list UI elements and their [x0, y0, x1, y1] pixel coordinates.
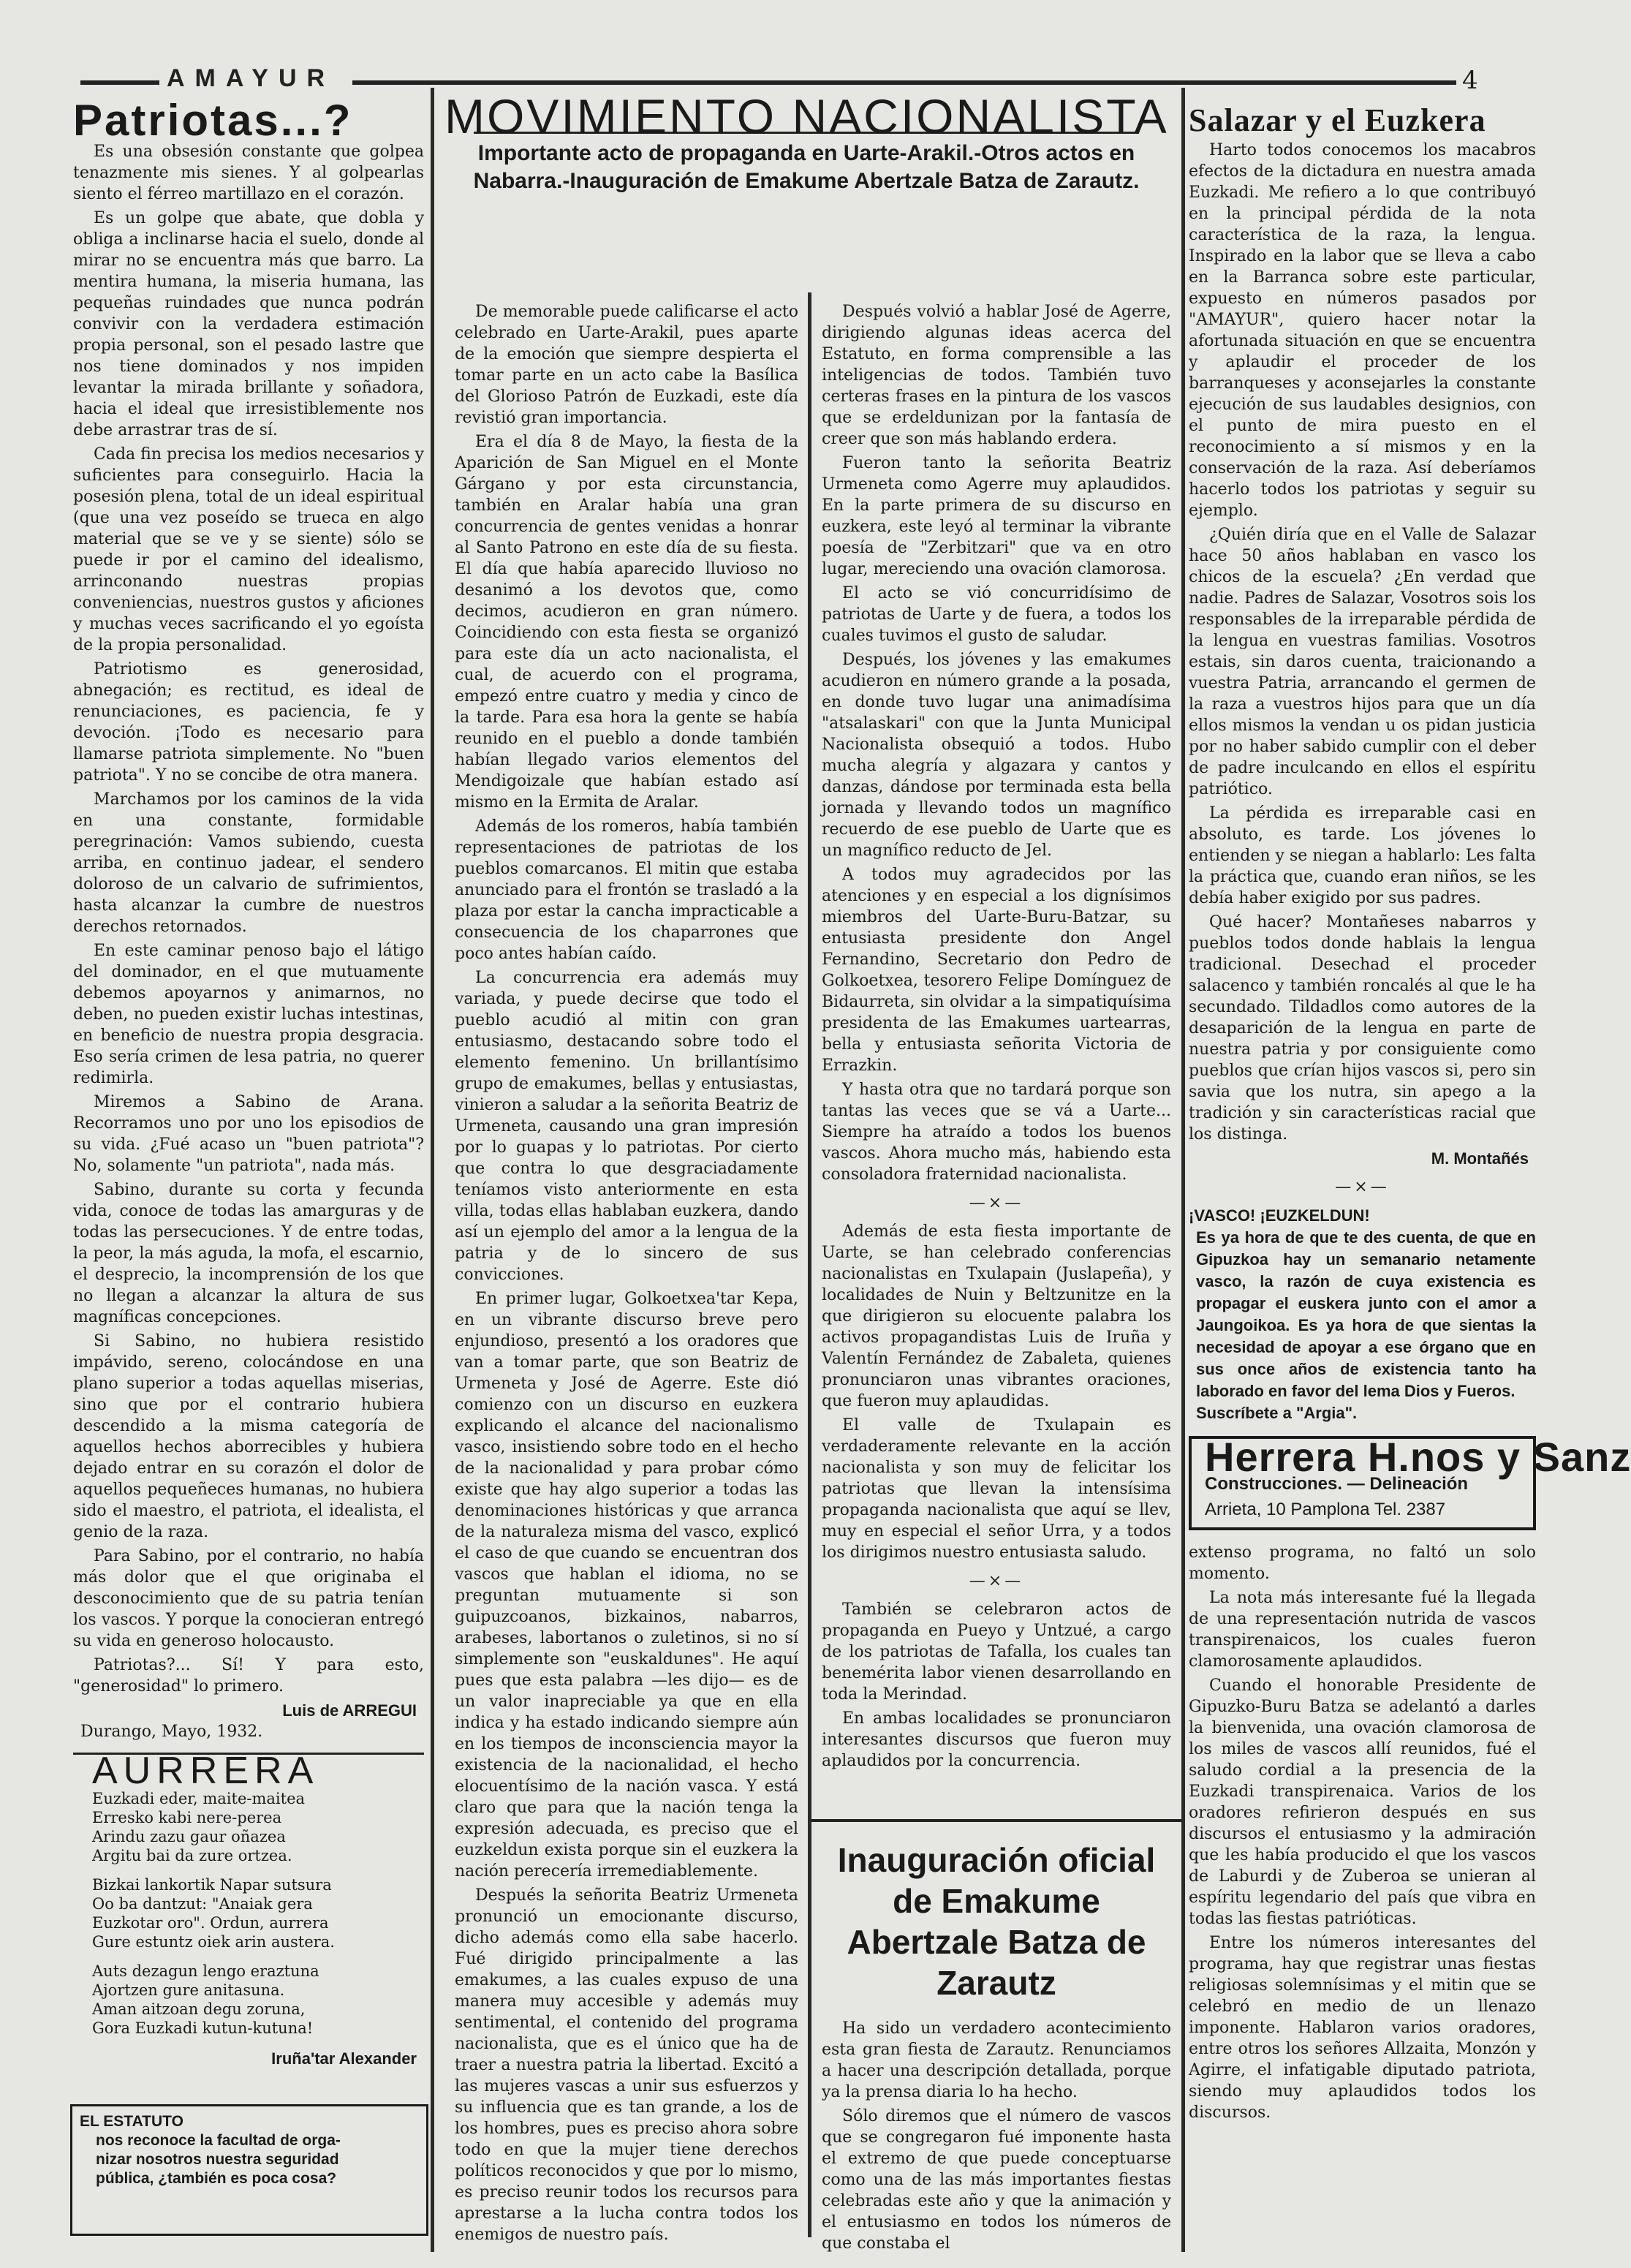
patriotas-paragraph: Sabino, durante su corta y fecunda vida, conoce de todas las amarguras y de todas las persecuciones. Y de entre todas, la peor, la más aguda, la mofa, el escarnio, el desprecio, la incomprensión de los que no llegan a alcanzar la altura de sus magníficas concepciones. [73, 1181, 424, 1326]
poem-line: Bizkai lankortik Napar sutsura [92, 1876, 332, 1894]
ad-body: Es ya hora de que te des cuenta, de que en Gipuzkoa hay un semanario netamente vasco, la razón de cuya existencia es propagar el euskera junto con el amor a Jaungoikoa. Es ya hora de que sientas la necesidad de apoyar a ese órgano que en sus once años de existencia tanto ha laborado en favor del lema Dios y Fueros. [1196, 1228, 1536, 1400]
separator: —×— [969, 1194, 1024, 1212]
poem-line: Gure estuntz oiek arin austera. [92, 1933, 335, 1951]
ad-headline: ¡VASCO! ¡EUZKELDUN! [1189, 1206, 1370, 1225]
article-paragraph: En ambas localidades se pronunciaron interesantes discursos que fueron muy aplaudidos por la concurrencia. [822, 1709, 1171, 1770]
movimiento-column-1 [455, 301, 798, 2244]
ad-services: Construcciones. — Delineación [1205, 1474, 1469, 1494]
article-paragraph: Harto todos conocemos los macabros efectos de la dictadura en nuestra amada Euzkadi. Me refiero a lo que contribuyó en la principal pérdida de la nota característica de la raza, la lengua. Inspirado en la labor que se lleva a cabo en la Barranca sobre este particular, expuesto en números pasados por "AMAYUR", quiero hacer notar la afortunada situación en que se encuentra y aplaudir el proceder de los barranqueses y aconsejarles la constante ejecución de sus laudables designios, con el punto de mira puesto en el reconocimiento a sí mismos y en la conservación de la raza. Así deberíamos hacerlo todos los patriotas y seguir su ejemplo. [1189, 141, 1536, 520]
article-paragraph: Ha sido un verdadero acontecimiento esta gran fiesta de Zarautz. Renunciamos a hacer una descripción detallada, porque ya la prensa diaria lo ha hecho. [822, 2019, 1171, 2101]
inauguracion-title: Inauguración oficial de Emakume Abertzale Batza de Zarautz [837, 1841, 1156, 2002]
patriotas-title: Patriotas...? [73, 96, 353, 145]
article-paragraph: Además de esta fiesta importante de Uarte, se han celebrado conferencias nacionalistas en Txulapain (Juslapeña), y localidades de Nuin y Beltzunitze en la que dirigieron su elocuente palabra los activos propagandistas Luis de Iruña y Valentín Fernández de Zabaleta, quienes pronunciaron unas vibrantes oraciones, que fueron muy aplaudidas. [822, 1222, 1171, 1410]
patriotas-signature: Luis de ARREGUI [282, 1701, 417, 1720]
poem-line: Oo ba dantzut: "Anaiak gera [92, 1895, 313, 1913]
patriotas-paragraph: Para Sabino, por el contrario, no había más dolor que el que originaba el desconocimiento que de su patria tenían los vascos. Y porque la conocieran entregó su vida en generoso holocausto. [73, 1547, 424, 1650]
aurrera-title: AURRERA [92, 1750, 319, 1792]
salazar-signature: M. Montañés [1431, 1149, 1529, 1168]
salazar-title: Salazar y el Euzkera [1189, 102, 1486, 138]
poem-line: Aman aitzoan degu zoruna, [92, 2000, 306, 2018]
separator: —×— [1335, 1178, 1390, 1196]
poem-line: Euzkadi eder, maite-maitea [92, 1790, 306, 1807]
movimiento-title: MOVIMIENTO NACIONALISTA [444, 89, 1169, 143]
header-rule-right [352, 80, 1456, 85]
article-paragraph: Después la señorita Beatriz Urmeneta pronunció un emocionante discurso, dicho además como ella sabe hacerlo. Fué dirigido principalmente a las emakumes, a las cuales expuso de una manera muy accesible y además muy sentimental, el contenido del programa nacionalista, que es el único que ha de traer a nuestra patria la libertad. Excitó a las mujeres vascas a unir sus esfuerzos y su influencia que es tan grande, a los de los hombres, pues es preciso ahora sobre todo en que la mujer tiene derechos políticos reconocidos y que por lo mismo, es preciso reunir todos los recursos para aprestarse a la lucha contra todos los enemigos de nuestro país. [455, 1886, 798, 2244]
patriotas-paragraph: Si Sabino, no hubiera resistido impávido, sereno, colocándose en una plano superior a todas aquellas miserias, sino que por el contrario hubiera descendido a la misma categoría de aquellos hechos aborrecibles y hubiera dejado entrar en su corazón el dolor de aquellos pequeñeces humanas, no hubiera sido el maestro, el patriota, el idealista, el genio de la raza. [73, 1332, 424, 1541]
ad-address: Arrieta, 10 Pamplona Tel. 2387 [1205, 1500, 1446, 1519]
patriotas-paragraph: Miremos a Sabino de Arana. Recorramos uno por uno los episodios de su vida. ¿Fué acaso un "buen patriota"? No, solamente "un patriota", nada más. [73, 1093, 424, 1175]
estatuto-line: nizar nosotros nuestra seguridad [96, 2151, 339, 2168]
column-rule-2 [808, 292, 811, 2237]
argia-advertisement [1189, 1205, 1536, 1424]
salazar-article [1189, 102, 1631, 2237]
article-paragraph: Fueron tanto la señorita Beatriz Urmeneta como Agerre muy aplaudidos. En la parte primera de su discurso en euzkera, este leyó al terminar la vibrante poesía de "Zerbitzari" que va en otro lugar, mereciendo una ovación clamorosa. [822, 454, 1171, 578]
patriotas-paragraph: Patriotismo es generosidad, abnegación; es rectitud, es ideal de renunciaciones, es paciencia, fe y devoción. ¡Todo es necesario para llamarse patriota simplemente. No "buen patriota". Y no se concibe de otra manera. [73, 660, 424, 785]
masthead: AMAYUR [167, 64, 336, 92]
article-paragraph: Además de los romeros, había también representaciones de patriotas de los pueblos comarcanos. El mitin que estaba anunciado para el frontón se trasladó a la plaza por estar la cancha impracticable a consecuencia de los chaparrones que poco antes habían caído. [455, 817, 798, 963]
article-paragraph: Entre los números interesantes del programa, hay que registrar unas fiestas religiosas solemnísimas y el mitin que se celebró en medio de un llenazo imponente. Hablaron varios oradores, entre otros los señores Allzaita, Monzón y Agirre, el infatigable diputado patriota, siendo muy aplaudidos todos los discursos. [1189, 1934, 1536, 2122]
poem-line: Ajortzen gure anitasuna. [92, 1981, 285, 1999]
article-paragraph: Era el día 8 de Mayo, la fiesta de la Aparición de San Miguel en el Monte Gárgano y por esta circunstancia, también en Aralar había una gran concurrencia de gentes venidas a honrar al Santo Patrono en este día de su fiesta. El día que había aparecido lluvioso no desanimó a los devotos que, como decimos, acudieron en gran número. Coincidiendo con esta fiesta se organizó para este día un acto nacionalista, el cual, de acuerdo con el programa, empezó entre cuatro y media y cinco de la tarde. Para esa hora la gente se había reunido en el pueblo a donde también habían llegado varios elementos del Mendigoizale que habían estado así mismo en la Ermita de Aralar. [455, 433, 798, 812]
poem-stanza [92, 1789, 424, 1865]
column-rule-3 [1181, 88, 1185, 2252]
ad-company-name: Herrera H.nos y Sanz [1205, 1434, 1631, 1480]
article-paragraph: El valle de Txulapain es verdaderamente relevante en la acción nacionalista y son muy de felicitar los patriotas que llevan la intensísima propaganda nacionalista que aquí se llev, muy en especial el señor Urra, y a todos los dirigimos nuestro entusiasta saludo. [822, 1416, 1171, 1562]
patriotas-paragraph: En este caminar penoso bajo el látigo del dominador, en el que mutuamente debemos apoyarnos y animarnos, no deben, no pueden existir luchas intestinas, en beneficio de nuestra propia desgracia. Eso sería crimen de lesa patria, no querer redimirla. [73, 942, 424, 1087]
herrera-advertisement [1189, 1434, 1631, 1530]
patriotas-paragraph: Cada fin precisa los medios necesarios y suficientes para conseguirlo. Hacia la posesión plena, total de un ideal espiritual (que una vez poseído se trueca en algo material que se ve y se siente) sólo se puede ir por el camino del idealismo, arrinconando nuestras propias conveniencias, nuestros gustos y aficiones y muchas veces sacrificando el yo egoísta de la propia personalidad. [73, 445, 424, 654]
poem-line: Arindu zazu gaur oñazea [92, 1828, 286, 1845]
article-paragraph: Cuando el honorable Presidente de Gipuzko-Buru Batza se adelantó a darles la bienvenida, una ovación clamorosa de los miles de vascos allí reunidos, fué el saludo cordial a la presencia de la Euzkadi transpirenaica. Varios de los oradores refirieron después en sus discursos el entusiasmo y la admiración que les había producido el que los vascos de Laburdi y de Zuberoa se unieran al espíritu legendario del país que vibra en todas las fiestas patrióticas. [1189, 1677, 1536, 1928]
article-paragraph: Y hasta otra que no tardará porque son tantas las veces que se vá a Uarte... Siempre ha atraído a todos los buenos vascos. Ahora mucho más, habiendo esta consoladora fraternidad nacionalista. [822, 1081, 1171, 1184]
patriotas-dateline: Durango, Mayo, 1932. [80, 1723, 263, 1741]
movimiento-header [444, 89, 1169, 289]
estatuto-box [70, 2104, 428, 2236]
page-number: 4 [1462, 66, 1478, 95]
poem-line: Gora Euzkadi kutun-kutuna! [92, 2019, 314, 2037]
poem-line: Euzkotar oro". Ordun, aurrera [92, 1914, 329, 1932]
article-paragraph: Después, los jóvenes y las emakumes acudieron en número grande a la posada, en donde tuvo lugar una animadísima "atsalaskari" con que la Junta Municipal Nacionalista obsequió a todos. Hubo mucha alegría y algazara y cantos y danzas, dándose por terminada esta bella jornada y llevando todos un magnífico recuerdo de ese pueblo de Uarte que es un magnífico reducto de Jel. [822, 651, 1171, 860]
patriotas-paragraph: Es un golpe que abate, que dobla y obliga a inclinarse hacia el suelo, donde al mirar no se encuentra más que barro. La mentira humana, la miseria humana, las pequeñas ruindades que nunca podrán convivir con la verdadera estimación propia personal, son el pesado lastre que nos tiene dominados y nos impiden levantar la mirada brillante y soñadora, hacia el ideal que irresistiblemente nos debe arrastrar tras de sí. [73, 209, 424, 439]
article-paragraph: La concurrencia era además muy variada, y puede decirse que todo el pueblo acudió al mitin con gran entusiasmo, destacando sobre todo el elemento femenino. Un brillantísimo grupo de emakumes, bellas y entusiastas, vinieron a saludar a la señorita Beatriz de Urmeneta, causando una gran impresión por lo guapas y lo patriotas. Por cierto que contra lo que desgraciadamente teníamos visto anteriormente en esta villa, todas ellas hablaban euzkera, dando así un ejemplo del amor a la lengua de la patria y de lo sincero de sus convicciones. [455, 969, 798, 1284]
patriotas-article [73, 96, 424, 2098]
movimiento-column-2 [822, 301, 1171, 1829]
ad-footer: Suscríbete a "Argia". [1196, 1404, 1358, 1422]
estatuto-label: EL ESTATUTO [80, 2113, 183, 2130]
article-paragraph: extenso programa, no faltó un solo momento. [1189, 1543, 1536, 1583]
estatuto-line: pública, ¿también es poca cosa? [96, 2170, 337, 2187]
article-paragraph: La pérdida es irreparable casi en absoluto, es tarde. Los jóvenes lo entienden y se niegan a hablarlo: Les falta la práctica que, cuando eran niños, se les debía haber exigido por sus padres. [1189, 804, 1536, 907]
patriotas-paragraph: Es una obsesión constante que golpea tenazmente mis sienes. Y al golpearlas siento el férreo martillazo en el corazón. [73, 143, 424, 203]
article-paragraph: Sólo diremos que el número de vascos que se congregaron fué imponente hasta el extremo de que puede conceptuarse como una de las más importantes fiestas celebradas este año y que la animación y el entusiasmo en todos los números de que constaba el [822, 2107, 1171, 2253]
patriotas-paragraph: Marchamos por los caminos de la vida en una constante, formidable peregrinación: Vamos subiendo, cuesta arriba, en continuo jadear, el sendero doloroso de un calvario de sufrimientos, hasta alcanzar la cumbre de nuestros derechos retornados. [73, 790, 424, 936]
poem-line: Argitu bai da zure ortzea. [92, 1847, 292, 1864]
article-paragraph: También se celebraron actos de propaganda en Pueyo y Untzué, a cargo de los patriotas de Tafalla, los cuales tan benemérita labor vienen desarrollando en toda la Merindad. [822, 1600, 1171, 1704]
inauguracion-article [822, 1828, 1171, 2253]
separator: —×— [969, 1572, 1024, 1590]
article-paragraph: De memorable puede calificarse el acto celebrado en Uarte-Arakil, pues aparte de la emoción que siempre despierta el tomar parte en un acto cabe la Basílica del Glorioso Patrón de Euzkadi, este día revistió gran importancia. [455, 303, 798, 427]
poem-stanza [92, 1875, 424, 1951]
article-paragraph: A todos muy agradecidos por las atenciones y en especial a los dignísimos miembros del Uarte-Buru-Batzar, su entusiasta presidente don Angel Fernandino, Secretario don Pedro de Golkoetxea, tesorero Felipe Domínguez de Bidaurreta, sin olvidar a la simpatiquísima presidenta de las Emakumes uartearras, bella y entusiasta señorita Victoria de Errazkin. [822, 866, 1171, 1075]
poem-stanza [92, 1962, 424, 2038]
column-rule-1 [431, 88, 434, 2252]
article-paragraph: ¿Quién diría que en el Valle de Salazar hace 50 años hablaban en vasco los chicos de la escuela? ¿En verdad que nadie. Padres de Salazar, Vosotros sois los responsables de la irreparable pérdida de la lengua en vuestras familias. Vosotros estais, sin daros cuenta, traicionando a vuestra Patria, arrancando el germen de la raza a vuestros hijos para que un día ellos mismos la vendan u os pidan justicia por no haber sabido cumplir con el deber de padre inculcando en ellos el espíritu patriótico. [1189, 526, 1536, 798]
article-paragraph: Qué hacer? Montañeses nabarros y pueblos todos donde hablais la lengua tradicional. Desechad el proceder salacenco y también roncalés al que le ha secundado. Tildadlos como autores de la desaparición de la lengua en parte de nuestra patria y por consiguiente como pueblos que crían hijos vascos si, pero sin savia que los nutra, sin apego a la tradición y sin características racial que los distinga. [1189, 913, 1536, 1144]
aurrera-signature: Iruña'tar Alexander [271, 2049, 417, 2068]
divider [811, 1819, 1181, 1822]
estatuto-line: nos reconoce la facultad de orga- [96, 2132, 341, 2149]
poem-line: Erresko kabi nere-perea [92, 1809, 282, 1826]
header-rule-left [80, 80, 159, 85]
article-paragraph: La nota más interesante fué la llegada de una representación nutrida de vascos transpirenaicos, los cuales fueron clamorosamente aplaudidos. [1189, 1589, 1536, 1671]
article-paragraph: Después volvió a hablar José de Agerre, dirigiendo algunas ideas acerca del Estatuto, en forma comprensible a las inteligencias de todos. También tuvo certeras frases en la pintura de los vascos que se erdeldunizan por la fantasía de creer que son más hablando erdera. [822, 303, 1171, 448]
poem-line: Auts dezagun lengo eraztuna [92, 1962, 319, 1980]
article-paragraph: En primer lugar, Golkoetxea'tar Kepa, en un vibrante discurso breve pero enjundioso, presentó a los oradores que van a tomar parte, que son Beatriz de Urmeneta y José de Agerre. Este dió comienzo con un discurso en euzkera explicando el alcance del nacionalismo vasco, insistiendo sobre todo en el hecho de la nacionalidad y para probar cómo existe que hay algo superior a todas las denominaciones históricas y que arranca de la naturaleza misma del vasco, explicó el caso de que cuando se encuentran dos vascos que hablan el idioma, no se preguntan mutuamente si son guipuzcoanos, bizkainos, nabarros, arabeses, labortanos o zuletinos, si no sí simplemente son "euskaldunes". He aquí pues que esta palabra —les dijo— es de un valor inapreciable ya que en ella indica y ha estado indicando siempre aún en los tiempos de inconsciencia mayor la existencia de la nacionalidad, el hecho elocuentísimo de la nación vasca. Y está claro que para que la nación tenga la expresión adecuada, es preciso que el euzkeldun exista porque sin el euzkera la nación perecería irremediablemente. [455, 1290, 798, 1880]
patriotas-paragraph: Patriotas?... Sí! Y para esto, "generosidad" lo primero. [73, 1656, 424, 1696]
article-paragraph: El acto se vió concurridísimo de patriotas de Uarte y de fuera, a todos los cuales tuvimos el gusto de saludar. [822, 584, 1171, 645]
movimiento-subhead: Importante acto de propaganda en Uarte-Arakil.-Otros actos en Nabarra.-Inauguración de Emakume Abertzale Batza de Zarautz. [473, 141, 1140, 193]
aurrera-poem [92, 1789, 424, 2038]
